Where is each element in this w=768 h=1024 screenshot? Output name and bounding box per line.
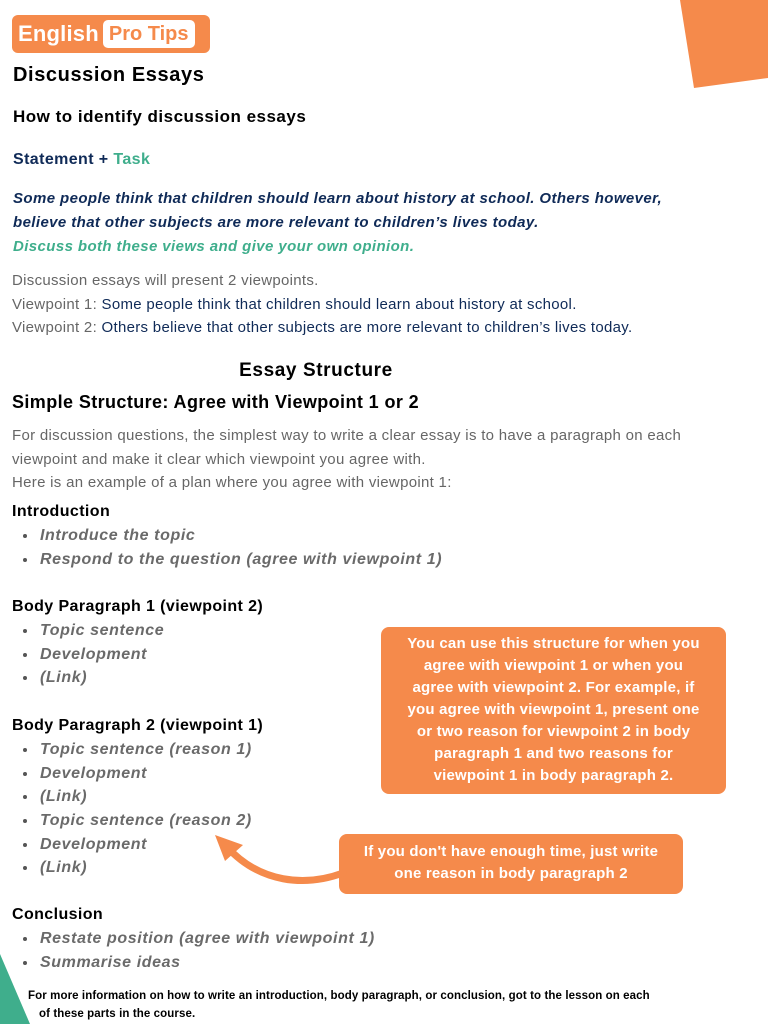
list-item: Topic sentence <box>20 619 164 643</box>
footer-note <box>28 987 748 1023</box>
logo <box>12 15 210 53</box>
question-line-1: Some people think that children should learn about history at school. Others however, <box>13 190 663 207</box>
explanation-line-2: viewpoint and make it clear which viewpoint you agree with. <box>12 451 426 468</box>
callout-line: viewpoint 1 in body paragraph 2. <box>433 767 674 784</box>
statement-label: Statement <box>13 151 94 168</box>
conclusion-heading: Conclusion <box>12 906 104 923</box>
viewpoint-2 <box>12 319 632 336</box>
viewpoint-1-label: Viewpoint 1: <box>12 296 102 313</box>
list-item: Respond to the question (agree with viewpoint 1) <box>20 548 442 572</box>
conclusion-list <box>20 927 375 974</box>
viewpoint-1-text: Some people think that children should learn about history at school. <box>101 296 577 313</box>
body-paragraph-1-list <box>20 619 164 690</box>
corner-decoration <box>648 0 768 90</box>
callout-line: or two reason for viewpoint 2 in body <box>416 723 691 740</box>
viewpoint-2-label: Viewpoint 2: <box>12 319 102 336</box>
structure-callout <box>381 627 726 794</box>
callout-line: you agree with viewpoint 1, present one <box>407 701 700 718</box>
question-line-2: believe that other subjects are more relevant to children’s lives today. <box>13 214 539 231</box>
explanation-line-1: For discussion questions, the simplest way to write a clear essay is to have a paragraph on each <box>12 427 682 444</box>
viewpoint-1 <box>12 296 577 313</box>
callout-line: one reason in body paragraph 2 <box>394 865 628 882</box>
logo-text-pro-tips: Pro Tips <box>103 20 195 48</box>
page-title: Discussion Essays <box>13 64 205 86</box>
time-tip-callout <box>339 834 683 894</box>
viewpoints-intro: Discussion essays will present 2 viewpoints. <box>12 272 319 289</box>
list-item: Development <box>20 762 252 786</box>
viewpoint-2-text: Others believe that other subjects are more relevant to children’s lives today. <box>101 319 633 336</box>
simple-structure-title: Simple Structure: Agree with Viewpoint 1 or 2 <box>12 392 420 412</box>
callout-line: agree with viewpoint 1 or when you <box>423 657 684 674</box>
list-item: Introduce the topic <box>20 524 442 548</box>
essay-structure-title: Essay Structure <box>239 360 393 381</box>
introduction-list <box>20 524 442 571</box>
curved-arrow-icon <box>205 825 350 895</box>
logo-text-english: English <box>18 21 99 46</box>
callout-line: agree with viewpoint 2. For example, if <box>412 679 695 696</box>
list-item: (Link) <box>20 666 164 690</box>
body-paragraph-2-heading: Body Paragraph 2 (viewpoint 1) <box>12 717 264 734</box>
list-item: Topic sentence (reason 2) <box>20 809 252 833</box>
callout-line: You can use this structure for when you <box>407 635 700 652</box>
list-item: Development <box>20 833 252 857</box>
list-item: Topic sentence (reason 1) <box>20 738 252 762</box>
section-subtitle: How to identify discussion essays <box>13 107 307 126</box>
task-label: Task <box>113 151 151 168</box>
list-item: (Link) <box>20 785 252 809</box>
callout-line: If you don't have enough time, just write <box>363 843 659 860</box>
explanation-line-3: Here is an example of a plan where you agree with viewpoint 1: <box>12 474 452 491</box>
list-item: (Link) <box>20 856 252 880</box>
body-paragraph-1-heading: Body Paragraph 1 (viewpoint 2) <box>12 598 264 615</box>
plus-sign: + <box>93 151 114 168</box>
callout-line: paragraph 1 and two reasons for <box>434 745 673 762</box>
question-task-line: Discuss both these views and give your own opinion. <box>13 238 415 255</box>
list-item: Restate position (agree with viewpoint 1) <box>20 927 375 951</box>
footer-line-2: of these parts in the course. <box>39 1008 196 1020</box>
introduction-heading: Introduction <box>12 503 111 520</box>
list-item: Development <box>20 643 164 667</box>
list-item: Summarise ideas <box>20 951 375 975</box>
statement-task-heading <box>13 151 150 169</box>
footer-line-1: For more information on how to write an introduction, body paragraph, or conclusion, got to the lesson on each <box>28 990 650 1002</box>
